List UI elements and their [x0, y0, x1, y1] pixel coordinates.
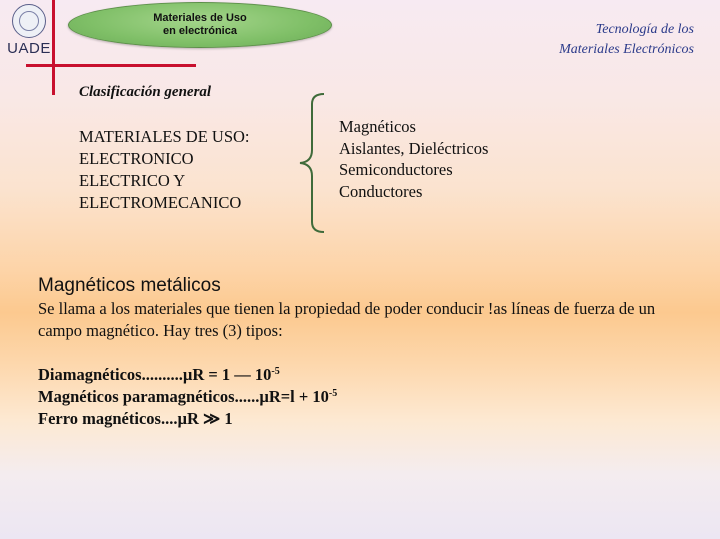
- topic-pill: [68, 2, 332, 48]
- exponent: -5: [328, 388, 338, 399]
- category-line: ELECTRICO Y: [79, 171, 186, 190]
- red-divider-horizontal: [26, 64, 196, 67]
- materials-category-list: [79, 126, 250, 214]
- exponent: -5: [271, 366, 280, 377]
- category-line: ELECTROMECANICO: [79, 193, 242, 212]
- magnetic-type-text: Diamagnéticos..........µR = 1 — 10: [38, 365, 272, 384]
- magnetic-type-line: [38, 364, 337, 386]
- logo-wordmark: UADE: [7, 40, 51, 57]
- material-type-item: Semiconductores: [339, 160, 453, 179]
- section-title: Magnéticos metálicos: [38, 275, 221, 296]
- university-seal-icon: [12, 4, 46, 38]
- magnetic-type-line: [38, 386, 337, 408]
- classification-subtitle: Clasificación general: [79, 84, 212, 100]
- magnetic-type-text: Ferro magnéticos....µR ≫ 1: [38, 409, 233, 428]
- topic-pill-label: Materiales de Uso en electrónica: [153, 12, 247, 37]
- material-type-item: Aislantes, Dieléctricos: [339, 138, 489, 158]
- material-type-item: Conductores: [339, 181, 423, 201]
- course-title: Tecnología de los Materiales Electrónicos: [559, 22, 694, 57]
- category-line: MATERIALES DE USO:: [79, 127, 250, 146]
- magnetic-type-text: Magnéticos paramagnéticos......µR=l + 10: [38, 387, 329, 406]
- red-divider-vertical: [52, 0, 55, 95]
- material-type-item: Magnéticos: [339, 117, 416, 136]
- material-types-list: [339, 116, 488, 202]
- category-line: ELECTRONICO: [79, 149, 194, 168]
- magnetic-type-line: [38, 408, 337, 430]
- section-description: Se llama a los materiales que tienen la propiedad de poder conducir !as líneas de fuerza de un campo magnético. Hay tres (3) tipos:: [38, 299, 656, 340]
- uade-logo: [4, 4, 51, 60]
- curly-brace-icon: [296, 92, 330, 234]
- magnetic-types-list: [38, 364, 337, 430]
